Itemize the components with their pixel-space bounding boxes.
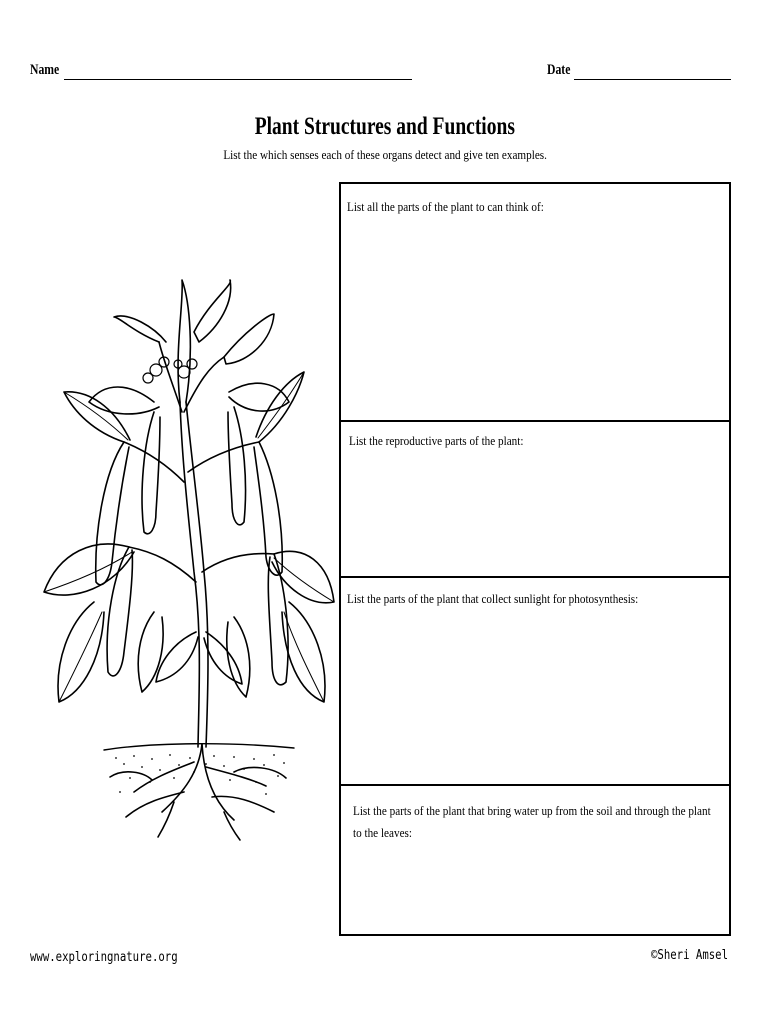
name-field-row (30, 58, 412, 80)
instructions: List the which senses each of these organs detect and give ten examples. (223, 147, 547, 162)
answer-boxes (339, 182, 731, 936)
prompt-water: List the parts of the plant that bring water up from the soil and through the plant to the leaves: (353, 803, 711, 840)
prompt-all-parts: List all the parts of the plant to can think of: (347, 199, 544, 214)
instructions-wrap (0, 146, 770, 164)
plant-illustration-icon (34, 272, 336, 844)
name-input-line[interactable] (64, 61, 412, 80)
date-label: Date (547, 62, 571, 78)
footer-website: www.exploringnature.org (30, 950, 178, 965)
date-field-row (547, 58, 731, 80)
footer-copyright: ©Sheri Amsel (651, 948, 729, 963)
page-title: Plant Structures and Functions (254, 113, 516, 140)
answer-box-all-parts[interactable] (341, 184, 729, 420)
prompt-sunlight: List the parts of the plant that collect sunlight for photosynthesis: (347, 591, 639, 606)
answer-box-water[interactable] (341, 784, 729, 934)
prompt-reproductive: List the reproductive parts of the plant: (349, 433, 524, 448)
page-title-wrap (0, 112, 770, 142)
answer-box-sunlight[interactable] (341, 576, 729, 784)
name-label: Name (30, 62, 60, 78)
answer-box-reproductive[interactable] (341, 420, 729, 576)
date-input-line[interactable] (574, 61, 731, 80)
